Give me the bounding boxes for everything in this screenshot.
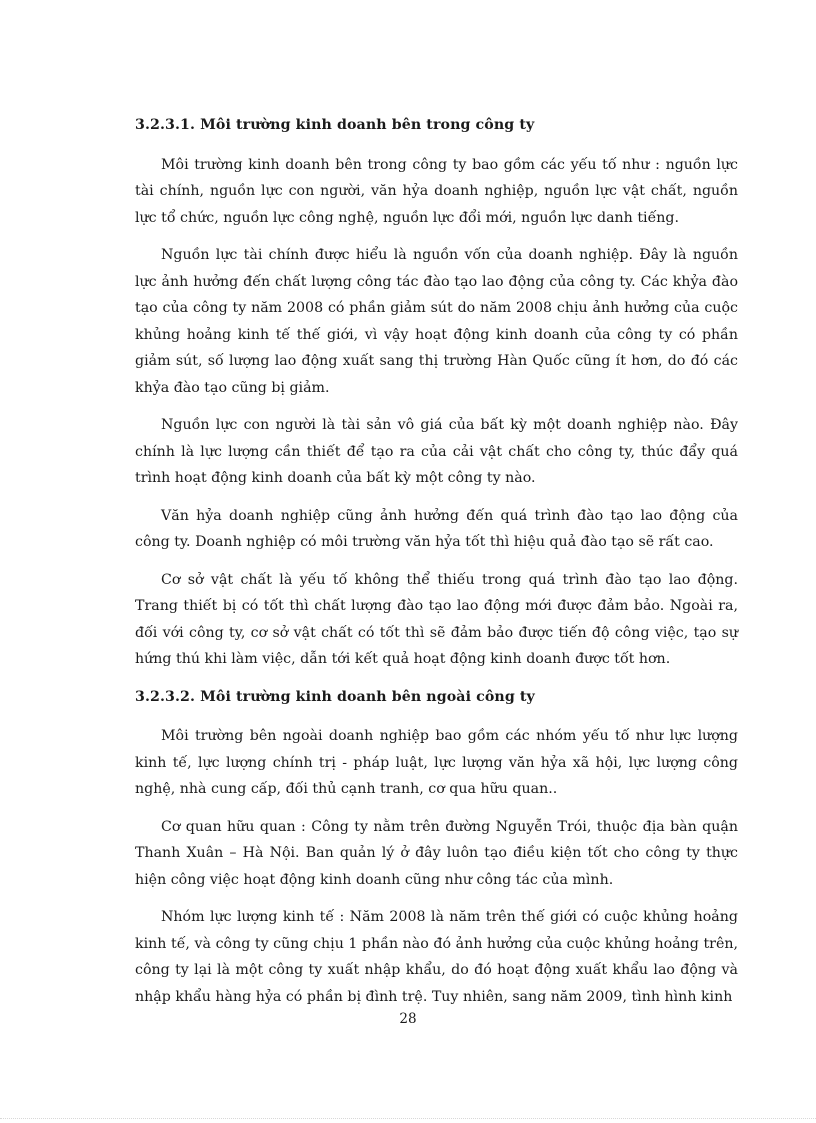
paragraph: Nguồn lực con người là tài sản vô giá của bất kỳ một doanh nghiệp nào. Đây chính là lực lượng cần thiết để tạo ra của cải vật chất cho công ty, thúc đẩy quá trình hoạt động kinh doanh của bất kỳ một công ty nào. [135,417,738,486]
paragraph: Cơ quan hữu quan : Công ty nằm trên đường Nguyễn Trói, thuộc địa bàn quận Thanh Xuân – Hà Nội. Ban quản lý ở đây luôn tạo điều kiện tốt cho công ty thực hiện công việc hoạt động kinh doanh cũng như công tác của mình. [135,818,738,888]
paragraph: Môi trường bên ngoài doanh nghiệp bao gồm các nhóm yếu tố như lực lượng kinh tế, lực lượng chính trị - pháp luật, lực lượng văn hỷa xã hội, lực lượng công nghệ, nhà cung cấp, đối thủ cạnh tranh, cơ qua hữu quan.. [135,728,738,797]
paragraph: Cơ sở vật chất là yếu tố không thể thiếu trong quá trình đào tạo lao động. Trang thiết bị có tốt thì chất lượng đào tạo lao động mới được đảm bảo. Ngoài ra, đối với công ty, cơ sở vật chất có tốt thì sẽ đảm bảo được tiến độ công việc, tạo sự hứng thú khi làm việc, dẫn tới kết quả hoạt động kinh doanh được tốt hơn. [135,571,738,667]
paragraph: Nhóm lực lượng kinh tế : Năm 2008 là năm trên thế giới có cuộc khủng hoảng kinh tế, và công ty cũng chịu 1 phần nào đó ảnh hưởng của cuộc khủng hoảng trên, công ty lại là một công ty xuất nhập khẩu, do đó hoạt động xuất khẩu lao động và nhập khẩu hàng hỷa có phần bị đình trệ. Tuy nhiên, sang năm 2009, tình hình kinh [135,909,738,1005]
page-bottom-divider [0,1118,816,1119]
section-heading-internal: 3.2.3.1. Môi trường kinh doanh bên trong công ty [135,117,535,133]
section-heading-external: 3.2.3.2. Môi trường kinh doanh bên ngoài công ty [135,688,535,705]
paragraph: Văn hỷa doanh nghiệp cũng ảnh hưởng đến quá trình đào tạo lao động của công ty. Doanh nghiệp có môi trường văn hỷa tốt thì hiệu quả đào tạo sẽ rất cao. [135,507,738,550]
paragraph: Môi trường kinh doanh bên trong công ty bao gồm các yếu tố như : nguồn lực tài chính, nguồn lực con người, văn hỷa doanh nghiệp, nguồn lực vật chất, nguồn lực tổ chức, nguồn lực công nghệ, nguồn lực đổi mới, nguồn lực danh tiếng. [135,156,738,226]
page-number: 28 [399,1011,417,1027]
paragraph: Nguồn lực tài chính được hiểu là nguồn vốn của doanh nghiệp. Đây là nguồn lực ảnh hưởng đến chất lượng công tác đào tạo lao động của công ty. Các khỷa đào tạo của công ty năm 2008 có phần giảm sút do năm 2008 chịu ảnh hưởng của cuộc khủng hoảng kinh tế thế giới, vì vậy hoạt động kinh doanh của công ty có phần giảm sút, số lượng lao động xuất sang thị trường Hàn Quốc cũng ít hơn, do đó các khỷa đào tạo cũng bị giảm. [135,247,738,396]
page-content [135,112,738,1010]
